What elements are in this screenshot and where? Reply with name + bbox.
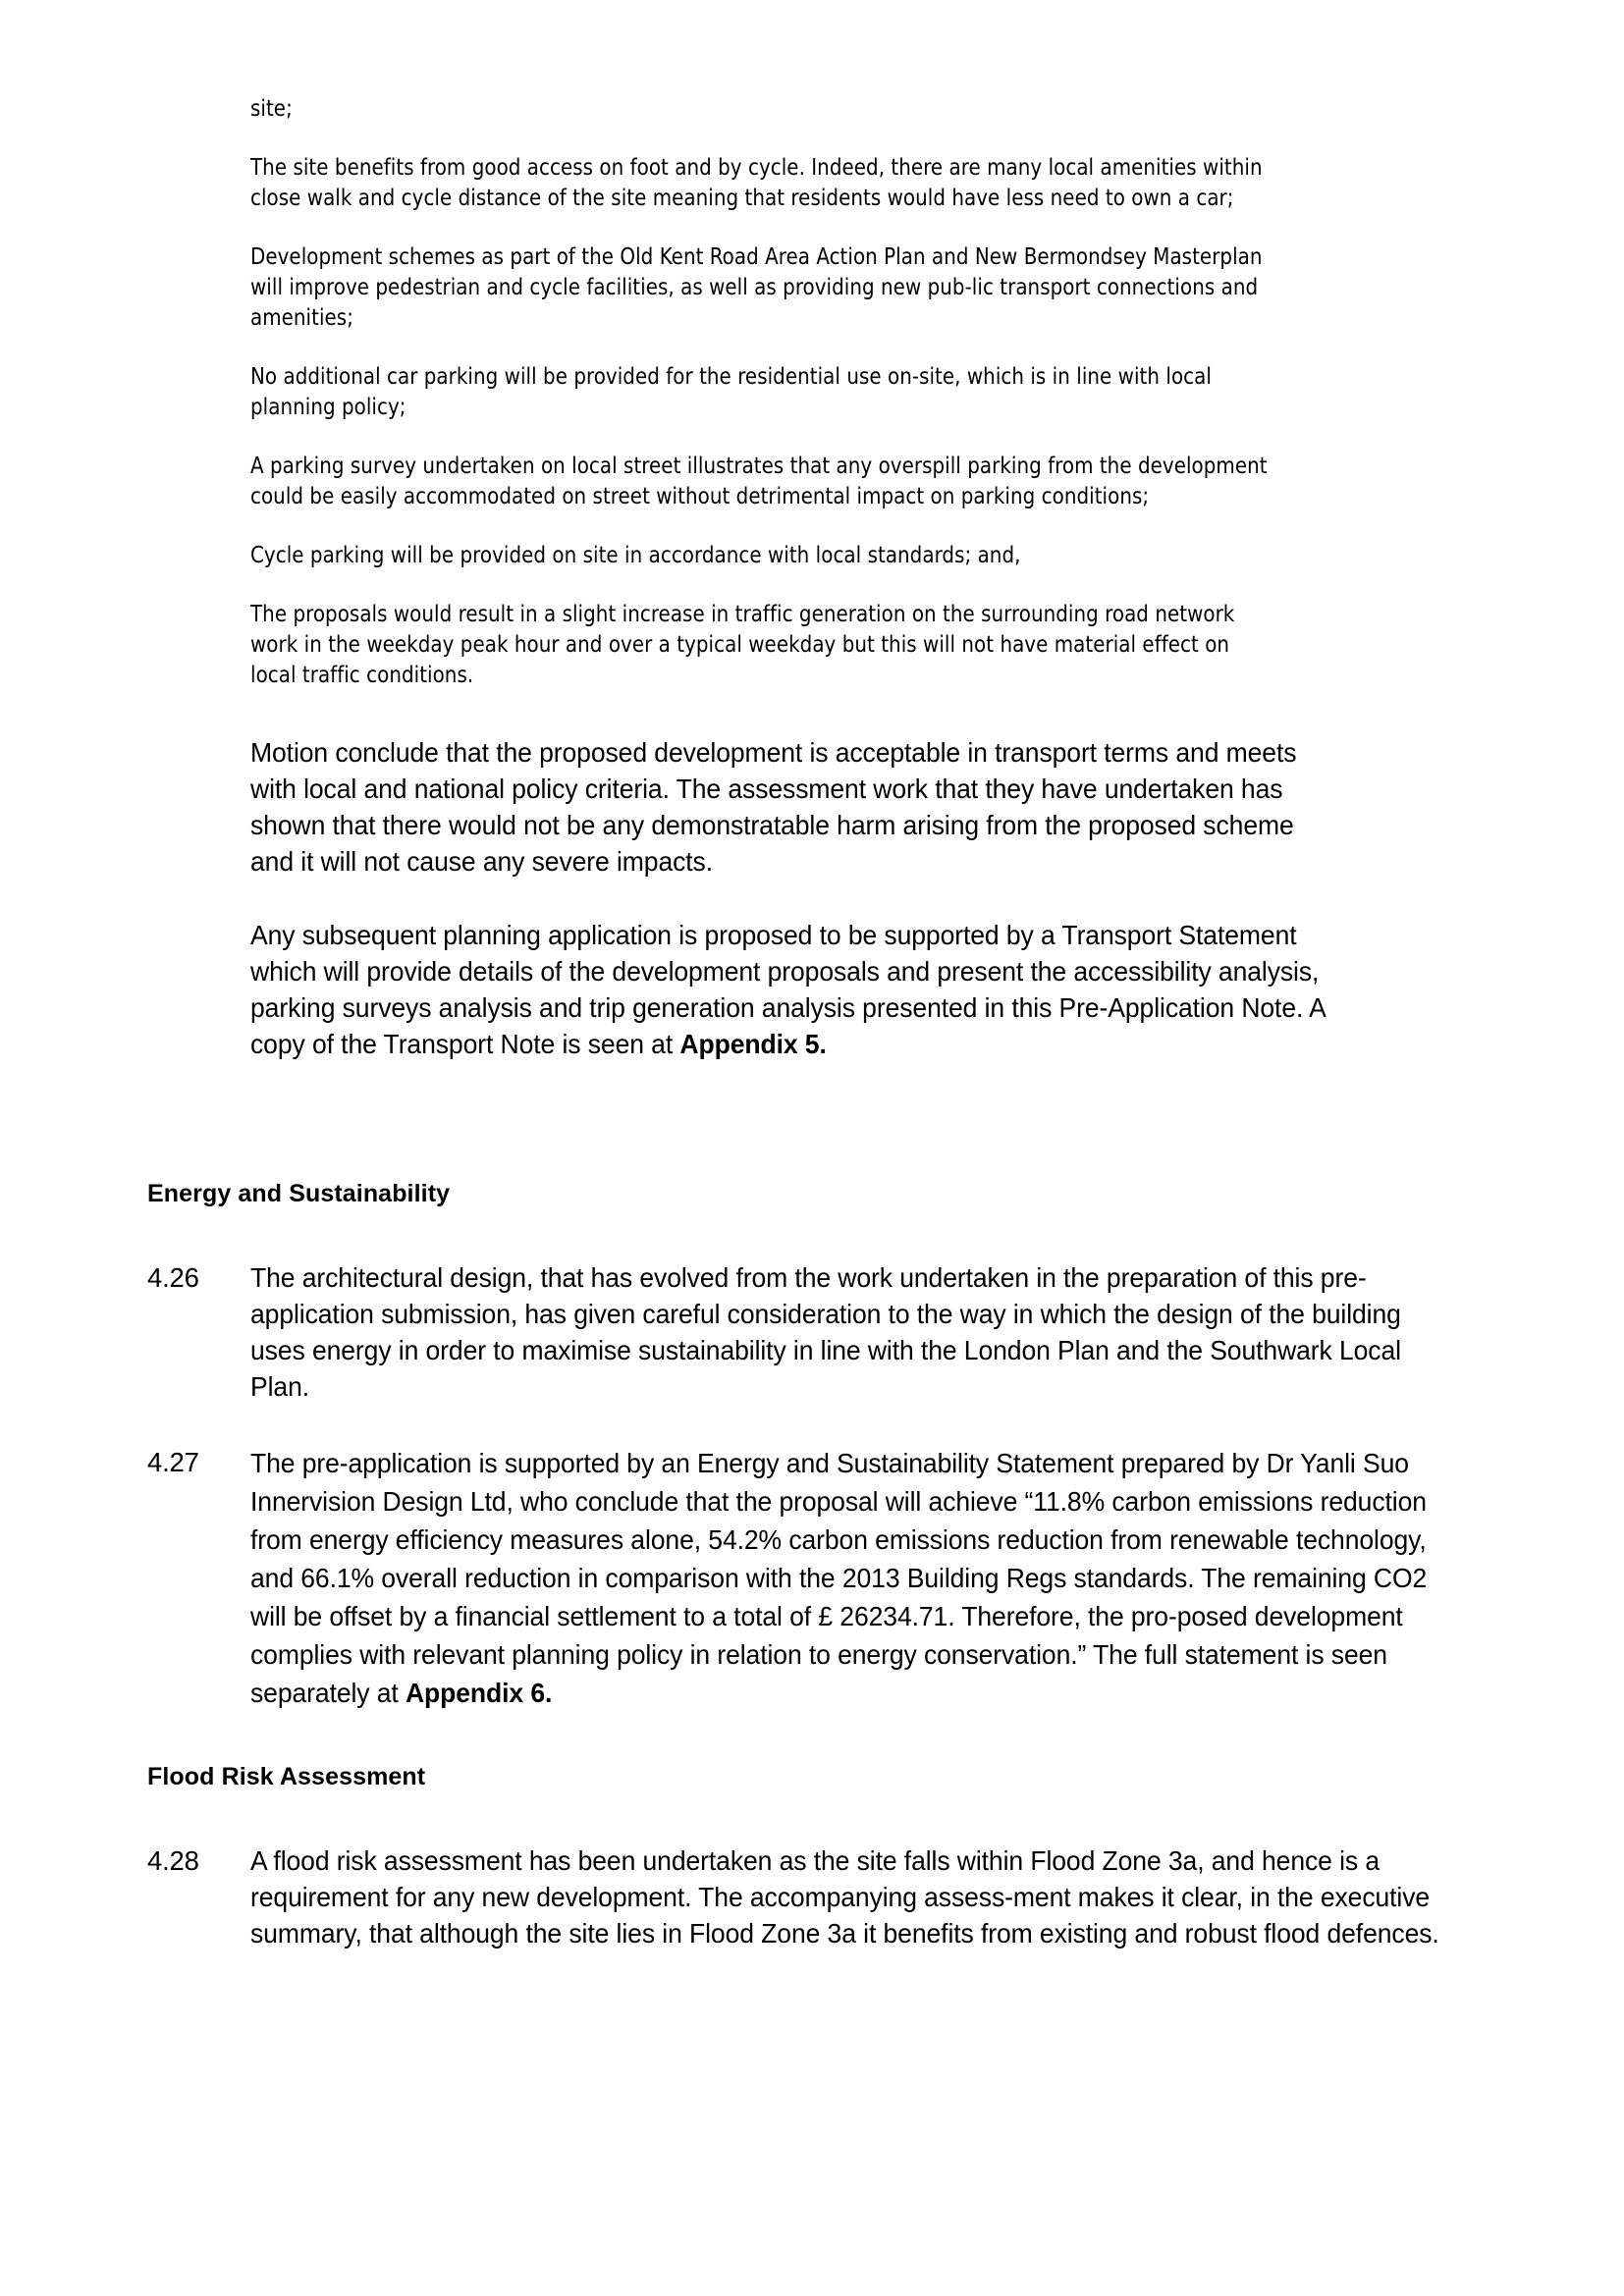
transport-bullet-item: Cycle parking will be provided on site in accordance with local standards; and,	[250, 541, 1021, 568]
spacer	[147, 1791, 1483, 1842]
clause-number: 4.26	[147, 1262, 199, 1293]
transport-bullet-item: The site benefits from good access on foot and by cycle. Indeed, there are many local amenities within close walk and cycle distance of the site meaning that residents would have less need to own a car;	[250, 153, 1263, 211]
spacer	[147, 1092, 1483, 1180]
transport-bullet-item: No additional car parking will be provided for the residential use on-site, which is in line with local planning policy;	[250, 362, 1212, 420]
clause-text: A flood risk assessment has been undertaken as the site falls within Flood Zone 3a, and hence is a requirement for any new development. The accompanying assess-ment makes it clear, in the executive summary, that although the site lies in Flood Zone 3a it benefits from existing and robust flood defences.	[250, 1845, 1439, 1949]
transport-bullet-item: A parking survey undertaken on local street illustrates that any overspill parking from the development could be easily accommodated on street without detrimental impact on parking conditions;	[250, 452, 1268, 509]
page-content	[147, 93, 1483, 1951]
clause-4-26	[147, 1259, 1483, 1405]
section-heading-flood-risk-assessment: Flood Risk Assessment	[147, 1763, 426, 1790]
spacer	[147, 1405, 1483, 1444]
clause-number: 4.27	[147, 1447, 199, 1477]
spacer	[147, 719, 1483, 734]
clause-text: The architectural design, that has evolved from the work undertaken in the preparation of this pre-application submission, has given careful consideration to the way in which the design of the building uses energy in order to maximise sustainability in line with the London Plan and the Southwark Local Plan.	[250, 1262, 1401, 1402]
spacer	[147, 1712, 1483, 1763]
transport-bullet-list	[250, 93, 1335, 690]
clause-text	[250, 1444, 1439, 1712]
clause-number: 4.28	[147, 1845, 199, 1876]
appendix-5-reference: Appendix 5.	[679, 1029, 827, 1059]
transport-bullet-item: The proposals would result in a slight increase in traffic generation on the surrounding road network work in the weekday peak hour and over a typical weekday but this will not have material effect on local traffic conditions.	[250, 600, 1235, 688]
spacer	[147, 1208, 1483, 1259]
transport-bullet-item: Development schemes as part of the Old Kent Road Area Action Plan and New Bermondsey Masterplan will improve pedestrian and cycle facilities, as well as providing new pub-lic transport connections and amenities;	[250, 242, 1263, 331]
spacer	[147, 909, 1483, 917]
transport-bullet-item: site;	[250, 94, 293, 122]
transport-statement-text: Any subsequent planning application is proposed to be supported by a Transport Statement which will provide details of the development proposals and present the accessibility analysis, parking surveys analysis and trip generation analysis presented in this Pre-Application Note. A copy of the Transport Note is seen at	[250, 920, 1326, 1059]
clause-4-28	[147, 1842, 1483, 1951]
clause-text-body: The pre-application is supported by an Energy and Sustainability Statement prepared by Dr Yanli Suo Innervision Design Ltd, who conclude that the proposal will achieve “11.8% carbon emissions reduction from energy efficiency measures alone, 54.2% carbon emissions reduction from renewable technology, and 66.1% overall reduction in comparison with the 2013 Building Regs standards. The remaining CO2 will be offset by a financial settlement to a total of £ 26234.71. Therefore, the pro-posed development complies with relevant planning policy in relation to energy conservation.” The full statement is seen separately at	[250, 1448, 1428, 1708]
appendix-6-reference: Appendix 6.	[405, 1678, 553, 1708]
transport-statement-paragraph	[250, 917, 1330, 1062]
section-heading-energy-and-sustainability: Energy and Sustainability	[147, 1180, 451, 1207]
motion-conclusion-paragraph: Motion conclude that the proposed development is acceptable in transport terms and meets with local and national policy criteria. The assessment work that they have undertaken has shown that there would not be any demonstratable harm arising from the proposed scheme and it will not cause any severe impacts.	[250, 737, 1297, 877]
clause-4-27	[147, 1444, 1483, 1712]
